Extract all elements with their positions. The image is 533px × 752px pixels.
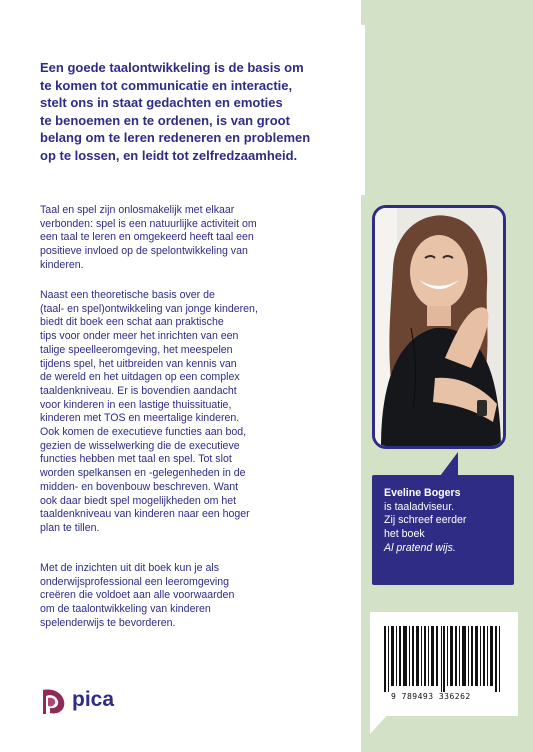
text-line: een taal te leren en omgekeerd heeft taal een bbox=[40, 231, 254, 244]
quote-line: op te lossen, en leidt tot zelfredzaamheid. bbox=[40, 147, 298, 163]
text-line: creëren die voldoet aan alle voorwaarden bbox=[40, 589, 235, 602]
text-line: plan te tillen. bbox=[40, 521, 100, 534]
author-name: Eveline Bogers bbox=[384, 487, 461, 499]
author-bio bbox=[384, 487, 512, 556]
text-line: midden- en bovenbouw beschreven. Want bbox=[40, 480, 239, 493]
body-paragraph-2 bbox=[40, 289, 318, 536]
author-photo bbox=[372, 205, 506, 449]
text-line: taaldenkniveau van kinderen naar een hoger bbox=[40, 508, 250, 521]
publisher-name: pica bbox=[72, 688, 115, 711]
quote-bubble-tail bbox=[340, 186, 362, 208]
text-line: Naast een theoretische basis over de bbox=[40, 289, 215, 301]
text-line: Ook komen de executieve functies aan bod, bbox=[40, 426, 247, 439]
text-line: Met de inzichten uit dit boek kun je als bbox=[40, 562, 220, 574]
text-line: positieve invloed op de spelontwikkeling van bbox=[40, 245, 248, 258]
quote-line: te benoemen en te ordenen, is van groot bbox=[40, 112, 290, 128]
quote-line: te komen tot communicatie en interactie, bbox=[40, 77, 293, 93]
text-line: ook daar biedt spel mogelijkheden om het bbox=[40, 494, 237, 507]
text-line: gezien de wisselwerking die de executieve bbox=[40, 439, 240, 452]
text-line: spelenderwijs te bevorderen. bbox=[40, 616, 176, 629]
isbn-number: 9 789493 336262 bbox=[391, 692, 471, 701]
author-bio-line: het boek bbox=[384, 528, 425, 541]
quote-line: Een goede taalontwikkeling is de basis om bbox=[40, 60, 304, 75]
barcode-box bbox=[370, 612, 518, 716]
text-line: kinderen. bbox=[40, 258, 84, 271]
pull-quote bbox=[40, 59, 370, 165]
body-paragraph-1 bbox=[40, 204, 318, 273]
text-line: de wereld en het uitdagen op een complex bbox=[40, 371, 240, 384]
body-paragraph-3 bbox=[40, 562, 318, 631]
text-line: Taal en spel zijn onlosmakelijk met elkaar bbox=[40, 204, 235, 216]
text-line: om de taalontwikkeling van kinderen bbox=[40, 603, 211, 616]
text-line: kinderen met TOS en meertalige kinderen. bbox=[40, 412, 240, 425]
author-previous-book: Al pratend wijs. bbox=[384, 541, 456, 554]
text-line: voor kinderen in een lastige thuissituatie, bbox=[40, 398, 232, 411]
text-line: tijdens spel, het uitbreiden van kennis van bbox=[40, 357, 237, 370]
text-line: functies hebben met taal en spel. Tot slot bbox=[40, 453, 232, 466]
text-line: tips voor onder meer het inrichten van een bbox=[40, 330, 239, 343]
quote-line: belang om te leren redeneren en problemen bbox=[40, 130, 311, 146]
author-bio-line: Zij schreef eerder bbox=[384, 514, 467, 527]
text-line: (taal- en spel)ontwikkeling van jonge kinderen, bbox=[40, 302, 258, 315]
barcode-image bbox=[380, 626, 508, 692]
text-line: taaldenkniveau. Er is bovendien aandacht bbox=[40, 384, 237, 397]
text-line: verbonden: spel is een natuurlijke activiteit om bbox=[40, 217, 257, 230]
author-portrait-image bbox=[375, 208, 503, 446]
text-line: onderwijsprofessional een leeromgeving bbox=[40, 575, 230, 588]
text-line: biedt dit boek een schat aan praktische bbox=[40, 316, 224, 329]
text-line: talige speelleeromgeving, het meespelen bbox=[40, 343, 233, 356]
author-bubble-tail bbox=[440, 452, 458, 476]
text-line: worden spelkansen en -gelegenheden in de bbox=[40, 467, 246, 480]
quote-line: stelt ons in staat gedachten en emoties bbox=[40, 95, 283, 111]
author-bio-line: is taaladviseur. bbox=[384, 500, 455, 513]
